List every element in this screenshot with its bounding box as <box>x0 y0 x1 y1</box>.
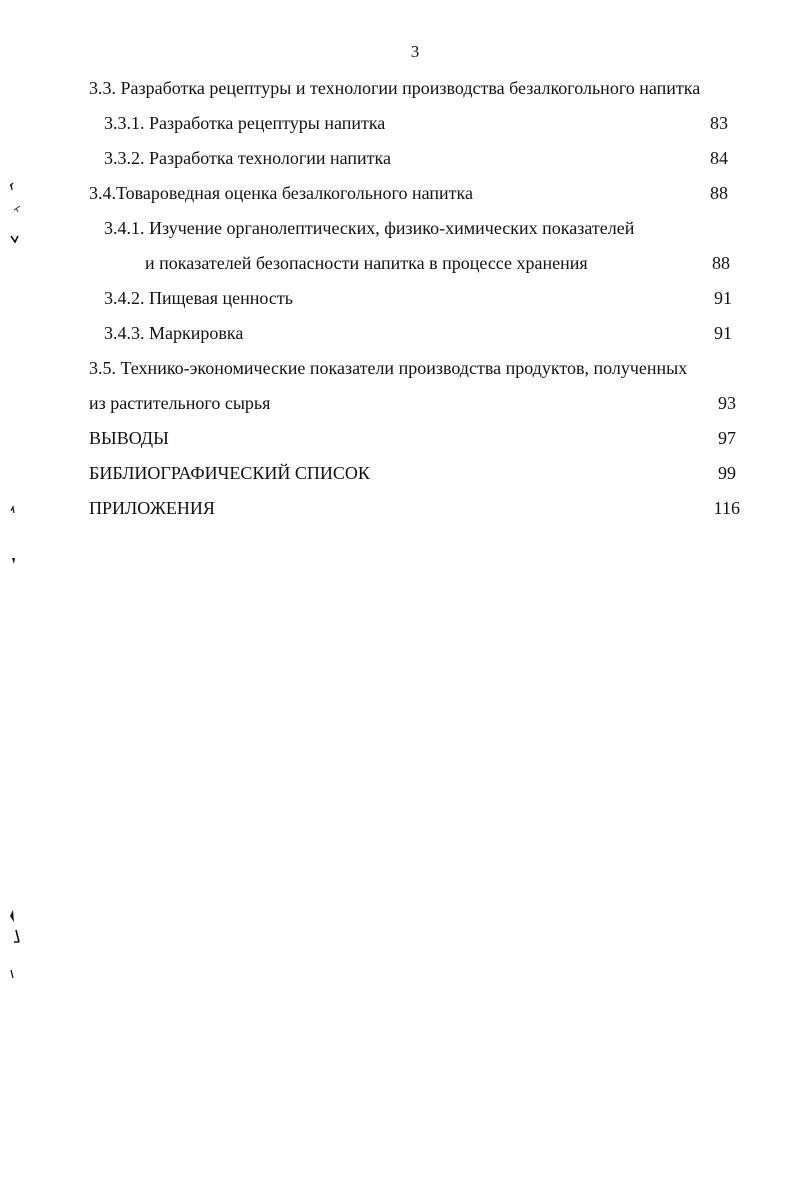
toc-page-3-4-3: 91 <box>714 323 732 343</box>
scan-specks <box>0 170 40 1170</box>
toc-page-3-4-2: 91 <box>714 288 732 308</box>
page-number: 3 <box>410 42 420 61</box>
toc-entry-3-4-2: 3.4.2. Пищевая ценность <box>104 288 293 308</box>
toc-page-3-3-2: 84 <box>710 148 728 168</box>
toc-page-3-5: 93 <box>718 393 736 413</box>
toc-entry-3-5: 3.5. Технико-экономические показатели производства продуктов, полученных <box>89 358 688 378</box>
toc-entry-3-4-3: 3.4.3. Маркировка <box>104 323 244 343</box>
toc-entry-3-4-1-cont: и показателей безопасности напитка в процессе хранения <box>145 253 588 273</box>
toc-page-appendices: 116 <box>713 498 740 518</box>
toc-page-vyvody: 97 <box>718 428 736 448</box>
toc-entry-3-4: 3.4.Товароведная оценка безалкогольного напитка <box>89 183 473 203</box>
toc-page-3-4: 88 <box>710 183 728 203</box>
toc-entry-3-5-cont: из растительного сырья <box>89 393 271 413</box>
toc-entry-3-3: 3.3. Разработка рецептуры и технологии производства безалкогольного напитка <box>89 78 701 98</box>
toc-page-bibliography: 99 <box>718 463 736 483</box>
toc-page-3-3-1: 83 <box>710 113 728 133</box>
toc-entry-3-4-1: 3.4.1. Изучение органолептических, физико-химических показателей <box>104 218 635 238</box>
toc-page-3-4-1: 88 <box>712 253 730 273</box>
toc-entry-3-3-2: 3.3.2. Разработка технологии напитка <box>104 148 391 168</box>
toc-entry-bibliography: БИБЛИОГРАФИЧЕСКИЙ СПИСОК <box>89 463 370 483</box>
toc-entry-3-3-1: 3.3.1. Разработка рецептуры напитка <box>104 113 386 133</box>
toc-entry-vyvody: ВЫВОДЫ <box>89 428 169 448</box>
toc-entry-appendices: ПРИЛОЖЕНИЯ <box>89 498 215 518</box>
